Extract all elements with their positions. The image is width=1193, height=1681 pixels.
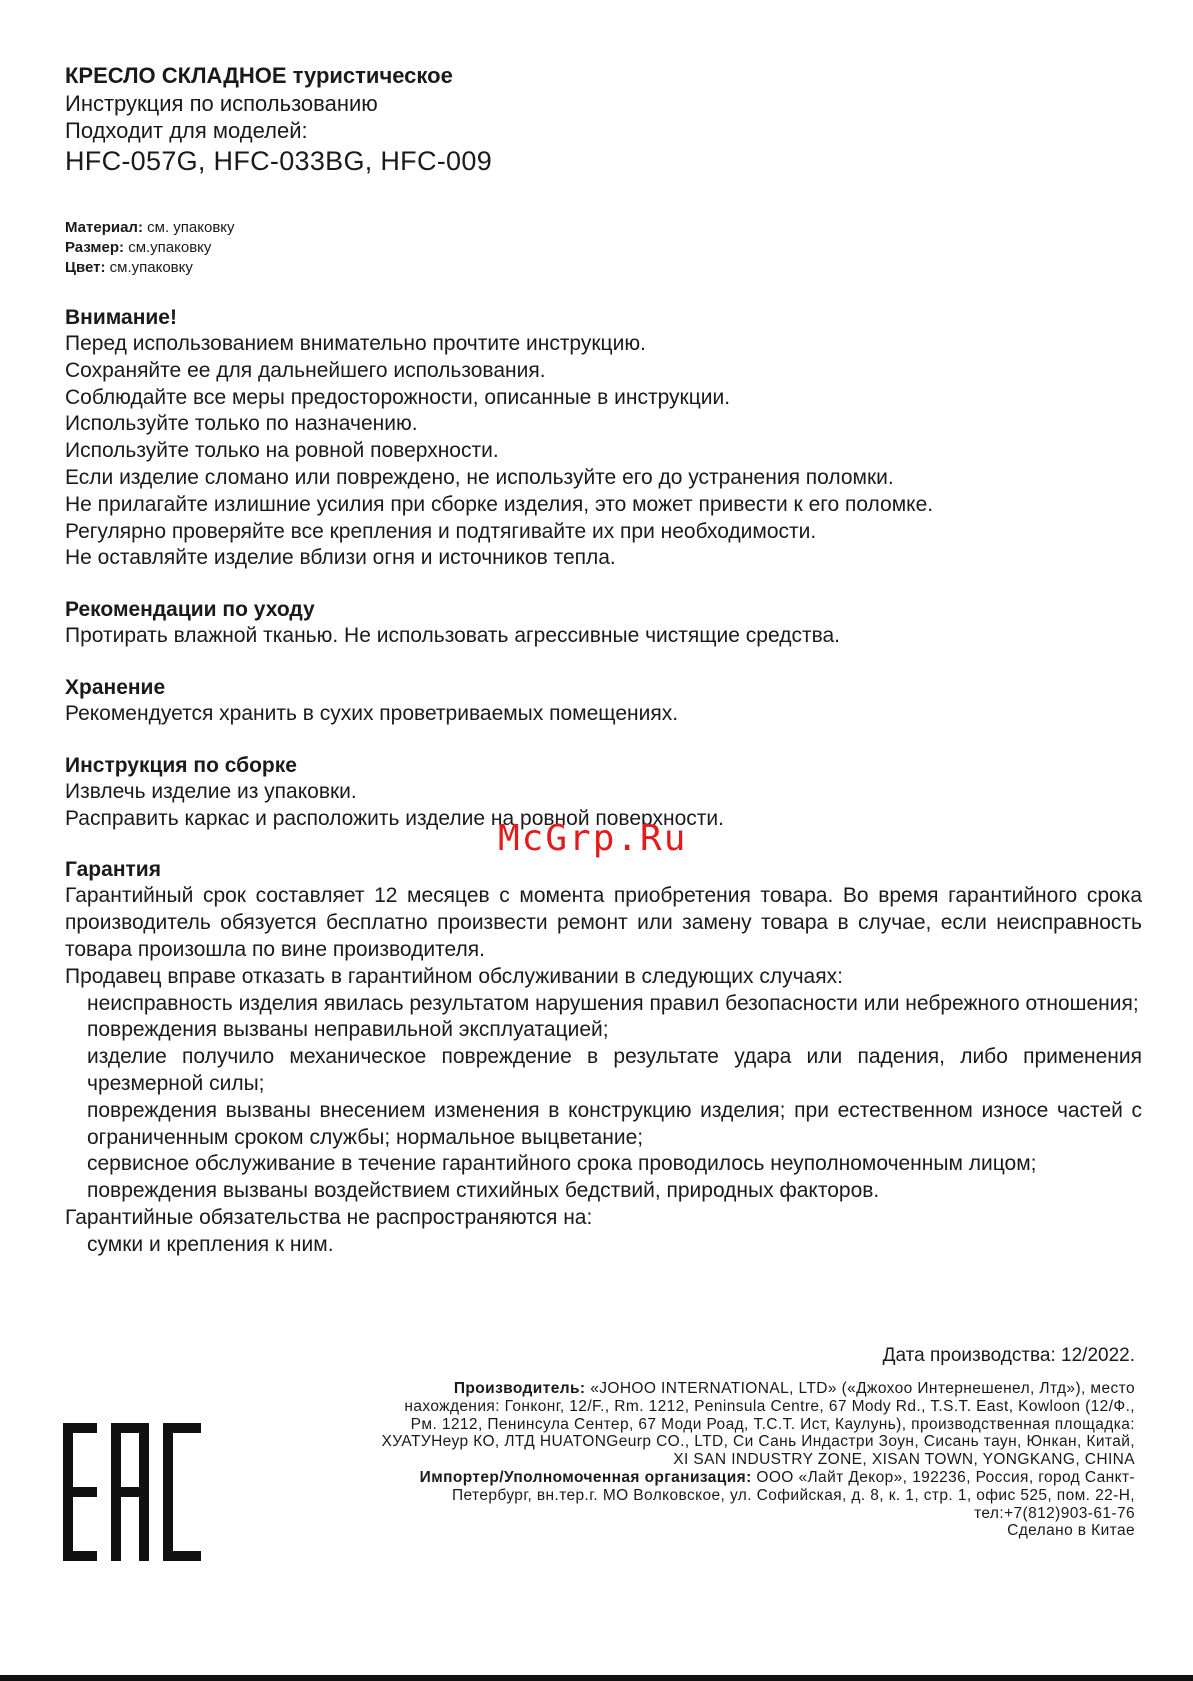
spec-color: Цвет: см.упаковку — [65, 259, 193, 276]
warranty-heading: Гарантия — [65, 858, 161, 882]
bottom-border — [0, 1675, 1193, 1681]
manufacturer-info — [375, 1380, 1135, 1540]
watermark-text: McGrp.Ru — [498, 818, 688, 859]
attention-line: Не прилагайте излишние усилия при сборке изделия, это может привести к его поломке. — [65, 492, 934, 516]
spec-size: Размер: см.упаковку — [65, 239, 212, 256]
attention-section — [65, 304, 1142, 572]
attention-line: Если изделие сломано или повреждено, не используйте его до устранения поломки. — [65, 465, 894, 489]
storage-section — [65, 674, 1142, 728]
warranty-refusal-item: повреждения вызваны внесением изменения в конструкцию изделия; при естественном износе частей с ограниченным сроком службы; нормальное выцветание; — [87, 1098, 1142, 1149]
document-subtitle: Инструкция по использованию — [65, 91, 378, 116]
attention-line: Используйте только на ровной поверхности. — [65, 439, 499, 463]
importer-label: Импортер/Уполномоченная организация: — [419, 1468, 752, 1486]
warranty-section — [65, 856, 1142, 1258]
importer-text: ООО «Лайт Декор», 192236, Россия, город Санкт-Петербург, вн.тер.г. МО Волковское, ул. Софийская, д. 8, к. 1, стр. 1, офис 525, пом. 22-Н, тел:+7(812)903-61-76 — [451, 1468, 1135, 1522]
warranty-refusal-intro: Продавец вправе отказать в гарантийном обслуживании в следующих случаях: — [65, 964, 843, 988]
attention-line: Соблюдайте все меры предосторожности, описанные в инструкции. — [65, 385, 731, 409]
warranty-refusal-item: повреждения вызваны неправильной эксплуатацией; — [87, 1018, 609, 1042]
attention-line: Перед использованием внимательно прочтите инструкцию. — [65, 332, 646, 355]
storage-text: Рекомендуется хранить в сухих проветриваемых помещениях. — [65, 701, 679, 725]
warranty-exclusions-intro: Гарантийные обязательства не распространяются на: — [65, 1205, 593, 1229]
spec-material: Материал: см. упаковку — [65, 219, 235, 236]
assembly-line: Расправить каркас и расположить изделие на ровной поверхности. — [65, 806, 724, 830]
warranty-exclusion-item: сумки и крепления к ним. — [87, 1232, 334, 1256]
warranty-refusal-item: повреждения вызваны воздействием стихийных бедствий, природных факторов. — [87, 1179, 880, 1203]
care-heading: Рекомендации по уходу — [65, 598, 315, 622]
specs-block — [65, 218, 1142, 278]
warranty-refusal-item: изделие получило механическое повреждение в результате удара или падения, либо применения чрезмерной силы; — [87, 1045, 1142, 1095]
storage-heading: Хранение — [65, 675, 166, 699]
attention-heading: Внимание! — [65, 306, 177, 329]
models-list: HFC-057G, HFC-033BG, HFC-009 — [65, 146, 493, 176]
made-in-text: Сделано в Китае — [1007, 1522, 1135, 1540]
production-date: Дата производства: 12/2022. — [882, 1345, 1135, 1366]
models-label: Подходит для моделей: — [65, 118, 308, 143]
manufacturer-text: «JOHOO INTERNATIONAL, LTD» («Джохоо Интернешенел, Лтд»), место нахождения: Гонконг, 12/F., Rm. 1212, Peninsula Centre, 67 Mody Rd., T.S.T. East, Kowloon (12/Ф., Рм. 1212, Пенинсула Сентер, 67 Моди Роад, Т.С.Т. Ист, Каулунь), производственная площадка: ХУАТУНеур КО, ЛТД HUATONGeurp CO., LTD, Си Сань Индастри Зоун, Сисань таун, Юнкан, Китай, XI SAN INDUSTRY ZONE, XISAN TOWN, YONGKANG, CHINA — [381, 1380, 1135, 1469]
attention-line: Не оставляйте изделие вблизи огня и источников тепла. — [65, 546, 616, 570]
document-title: КРЕСЛО СКЛАДНОЕ туристическое — [65, 63, 453, 88]
attention-line: Сохраняйте ее для дальнейшего использования. — [65, 358, 546, 382]
assembly-line: Извлечь изделие из упаковки. — [65, 779, 357, 803]
eac-mark-icon — [63, 1423, 201, 1561]
document-body — [65, 62, 1142, 1259]
care-text: Протирать влажной тканью. Не использовать агрессивные чистящие средства. — [65, 624, 841, 648]
manufacturer-label: Производитель: — [453, 1380, 586, 1397]
care-section — [65, 596, 1142, 650]
assembly-heading: Инструкция по сборке — [65, 753, 297, 777]
attention-line: Используйте только по назначению. — [65, 412, 418, 436]
warranty-intro: Гарантийный срок составляет 12 месяцев с момента приобретения товара. Во время гарантийного срока производитель обязуется бесплатно произвести ремонт или замену товара в случае, если неисправность товара произошла по вине производителя. — [65, 884, 1142, 961]
attention-line: Регулярно проверяйте все крепления и подтягивайте их при необходимости. — [65, 519, 817, 543]
warranty-refusal-item: сервисное обслуживание в течение гарантийного срока проводилось неуполномоченным лицом; — [87, 1152, 1037, 1176]
warranty-refusal-item: неисправность изделия явилась результатом нарушения правил безопасности или небрежного отношения; — [87, 991, 1139, 1015]
